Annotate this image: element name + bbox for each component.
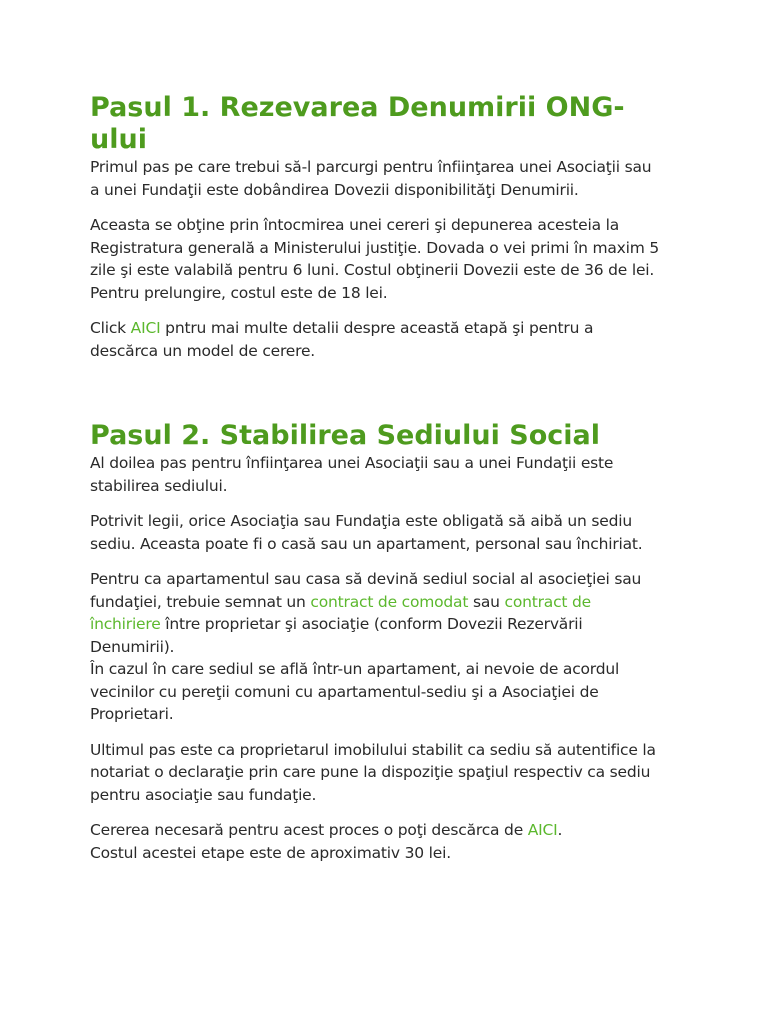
step-2-section — [90, 420, 665, 864]
period-text: . — [557, 821, 563, 839]
step-2-paragraph-3 — [90, 568, 665, 726]
step-1-paragraph-2: Aceasta se obţine prin întocmirea unei cereri şi depunerea acesteia la Registratura generală a Ministerului justiţie. Dovada o vei primi în maxim 5 zile şi este valabilă pentru 6 luni. Costul obţinerii Dovezii este de 36 de lei. Pentru prelungire, costul este de 18 lei. — [90, 216, 660, 302]
aici-link-step-2[interactable]: AICI — [527, 821, 558, 839]
step-2-heading: Pasul 2. Stabilirea Sediului Social — [90, 420, 601, 451]
step-1-paragraph-1: Primul pas pe care trebui să-l parcurgi pentru înfiinţarea unei Asociaţii sau a unei Fundaţii este dobândirea Dovezii disponibilităţi Denumirii. — [90, 158, 652, 199]
apartment-text: În cazul în care sediul se află într-un apartament, ai nevoie de acordul vecinilor cu pereţii comuni cu apartamentul-sediu şi a Asociaţiei de Proprietari. — [90, 660, 620, 723]
aici-link-step-1[interactable]: AICI — [130, 319, 161, 337]
cost-text: Costul acestei etape este de aproximativ 30 lei. — [90, 843, 451, 862]
step-2-paragraph-4: Ultimul pas este ca proprietarul imobilului stabilit ca sediu să autentifice la notariat o declaraţie prin care pune la dispoziţie spaţiul respectiv ca sediu pentru asociaţie sau fundaţie. — [90, 740, 656, 804]
contract-comodat-link[interactable]: contract de comodat — [310, 592, 469, 611]
document-content — [90, 92, 665, 877]
or-text: sau — [468, 592, 505, 611]
step-1-section — [90, 92, 665, 362]
step-1-heading: Pasul 1. Rezevarea Denumirii ONG-ului — [90, 92, 625, 155]
contract-inchiriere-link[interactable]: contract de închiriere — [90, 592, 591, 633]
download-text: Cererea necesară pentru acest proces o poţi descărca de — [90, 821, 528, 839]
step-2-paragraph-1: Al doilea pas pentru înfiinţarea unei Asociaţii sau a unei Fundaţii este stabilirea sediului. — [90, 454, 614, 495]
step-1-paragraph-3 — [90, 317, 665, 362]
details-text: pntru mai multe detalii despre această etapă şi pentru a descărca un model de cerere. — [90, 319, 594, 360]
click-text: Click — [90, 319, 131, 337]
contract-intro-text: Pentru ca apartamentul sau casa să devină sediul social al asocieţiei sau fundaţiei, trebuie semnat un — [90, 570, 642, 611]
step-2-paragraph-5 — [90, 819, 665, 864]
contract-outro-text: între proprietar şi asociaţie (conform Dovezii Rezervării Denumirii). — [90, 615, 583, 656]
step-2-paragraph-2: Potrivit legii, orice Asociaţia sau Fundaţia este obligată să aibă un sediu sediu. Aceasta poate fi o casă sau un apartament, personal sau închiriat. — [90, 512, 643, 553]
